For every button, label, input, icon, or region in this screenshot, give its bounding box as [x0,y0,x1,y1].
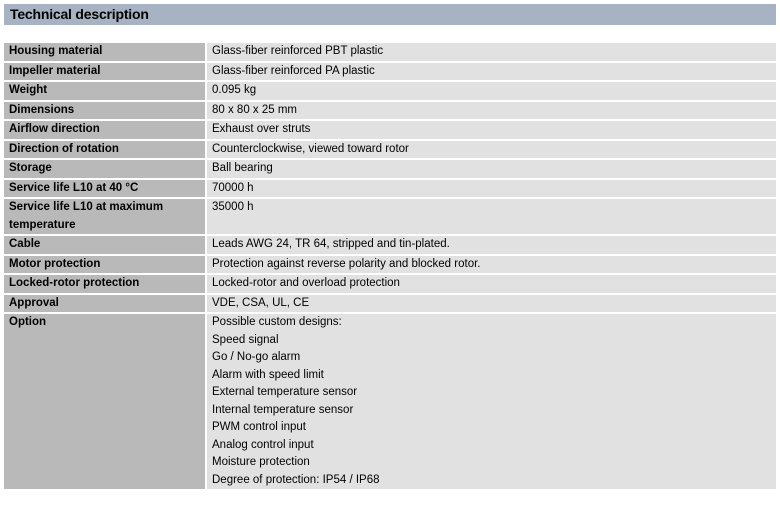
spec-value-line: Possible custom designs: [212,316,342,328]
table-row [4,82,776,100]
table-row [4,160,776,178]
table-row [4,121,776,139]
spec-value-line: Glass-fiber reinforced PBT plastic [212,45,384,57]
table-row [4,141,776,159]
spec-value-line: Exhaust over struts [212,123,311,135]
spec-value [207,256,776,274]
spec-label: Locked-rotor protection [4,275,207,293]
spec-value-line: Moisture protection [212,456,310,468]
spec-value [207,160,776,178]
spec-value-line: VDE, CSA, UL, CE [212,296,310,309]
table-row [4,275,776,293]
section-title: Technical description [10,6,149,22]
table-row [4,314,776,489]
spec-label: Airflow direction [4,121,207,139]
table-row [4,295,776,313]
table-row [4,256,776,274]
spec-value-line: Internal temperature sensor [212,403,354,416]
spec-value-line: 70000 h [212,181,254,194]
spec-label: Direction of rotation [4,141,207,159]
spec-value [207,236,776,254]
spec-value-line: Glass-fiber reinforced PA plastic [212,64,375,77]
table-row [4,180,776,198]
spec-value [207,63,776,81]
table-row [4,199,776,234]
spec-label: Storage [4,160,207,178]
spec-value [207,82,776,100]
table-row [4,236,776,254]
spec-table-body [4,43,776,489]
spec-value-line: Locked-rotor and overload protection [212,277,400,289]
spec-value-line: Analog control input [212,438,314,451]
spec-label: Service life L10 at 40 °C [4,180,207,198]
table-row [4,63,776,81]
section-header [4,4,776,25]
spec-table [4,41,776,491]
spec-label: Cable [4,236,207,254]
spec-value [207,121,776,139]
spec-value [207,180,776,198]
spec-value-line: Leads AWG 24, TR 64, stripped and tin-plated. [212,238,450,250]
spec-value-line: Alarm with speed limit [212,368,324,381]
spec-value-line: 80 x 80 x 25 mm [212,103,298,116]
spec-value [207,295,776,313]
spec-value-line: Counterclockwise, viewed toward rotor [212,142,409,155]
spec-label: Impeller material [4,63,207,81]
spec-value-line: Speed signal [212,333,279,346]
spec-label: Option [4,314,207,489]
spec-value-line: External temperature sensor [212,386,358,398]
spec-value-line: 35000 h [212,201,254,213]
spec-value-line: Go / No-go alarm [212,351,301,363]
spec-label: Service life L10 at maximum temperature [4,199,207,234]
spec-value [207,43,776,61]
spec-value-line: 0.095 kg [212,84,257,96]
spec-label: Housing material [4,43,207,61]
spec-value-line: PWM control input [212,421,306,433]
spec-value [207,314,776,489]
spec-label: Motor protection [4,256,207,274]
spec-value-line: Ball bearing [212,162,273,174]
table-row [4,43,776,61]
spec-value [207,102,776,120]
spec-label: Approval [4,295,207,313]
spec-value [207,275,776,293]
spec-label: Dimensions [4,102,207,120]
spec-value [207,141,776,159]
spec-label: Weight [4,82,207,100]
spec-value-line: Degree of protection: IP54 / IP68 [212,473,380,486]
table-row [4,102,776,120]
spec-value-line: Protection against reverse polarity and blocked rotor. [212,257,481,270]
spec-value [207,199,776,234]
